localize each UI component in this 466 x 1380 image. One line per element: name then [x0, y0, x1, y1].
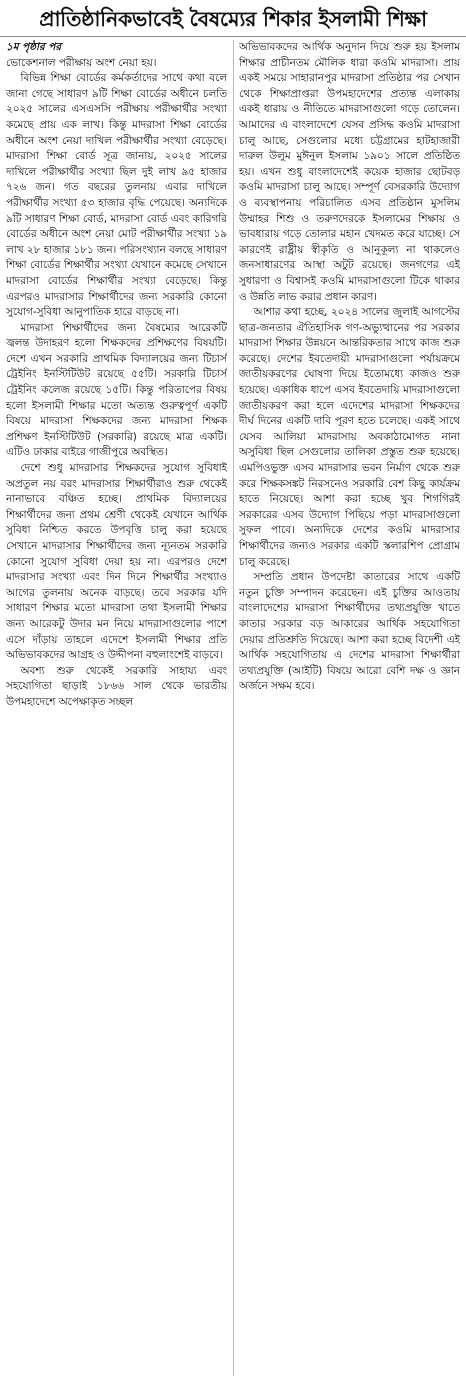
paragraph: আশার কথা হচ্ছে, ২০২৪ সালের জুলাই আগস্টের ছাত্র-জনতার ঐতিহাসিক গণ-অভ্যুত্থানের পর সরকার মাদরাসা শিক্ষার উন্নয়নে আন্তরিকতার সাথে কাজ শুরু করেছে। দেশের ইবতেদায়ী মাদরাসাগুলো পর্যায়ক্রমে জাতীয়করণের ঘোষণা দিয়ে ইতোমধ্যে কাজও শুরু হয়েছে। একাধিক ধাপে এসব ইবতেদায়ি মাদরাসাগুলো জাতীয়করণ করা হলে এদেশের মাদরাসা শিক্ষকদের দীর্ঘ দিনের একটি দাবি পূরণ হতে চলেছে। একই সাথে যেসব আলিয়া মাদরাসায় অবকাঠামোগত নানা অসুবিধা ছিল সেগুলোর তালিকা প্রস্তুত শুরু হয়েছে। এমপিওভুক্ত এসব মাদরাসার ভবন নির্মাণ থেকে শুরু করে শিক্ষকসঙ্কট নিরসনেও সরকারি বেশ কিছু কার্যক্রম হাতে নিয়েছে। আশা করা হচ্ছে খুব শিগগিরই সরকারের এসব উদ্যোগ পিছিয়ে পড়া মাদরাসাগুলো সুফল পাবে। অন্যদিকে দেশের কওমি মাদরাসার শিক্ষার্থীদের জন্যও সরকার একটি স্কলারশিপ প্রোগ্রাম চালু করেছে। [239, 306, 460, 568]
article-body [6, 40, 460, 1376]
paragraph: সম্প্রতি প্রধান উপদেষ্টা কাতারের সাথে একটি নতুন চুক্তি সম্পাদন করেছেন। এই চুক্তির আওতায় বাংলাদেশের মাদরাসা শিক্ষার্থীদের তথ্যপ্রযুক্তি খাতে কাতার সরকার বড় আকারের আর্থিক সহযোগিতা দেয়ার প্রতিশ্রুতি দিয়েছে। আশা করা হচ্ছে বিদেশী এই আর্থিক সহযোগিতায় এ দেশের মাদরাসা শিক্ষার্থীরা তথ্যপ্রযুক্তি (আইটি) বিষয়ে আরো বেশি দক্ষ ও জ্ঞান অর্জনে সক্ষম হবে। [239, 571, 460, 693]
paragraph: মাদরাসা শিক্ষার্থীদের জন্য বৈষম্যের আরেকটি জ্বলন্ত উদাহরণ হলো শিক্ষকদের প্রশিক্ষণের বিষয়টি। দেশে এখন সরকারি প্রাথমিক বিদ্যালয়ের জন্য টিচার্স ট্রেইনিং ইনস্টিটিউট রয়েছে ৫৫টি। সরকারি টিচার্স ট্রেইনিং কলেজ রয়েছে ১৫টি। কিন্তু পরিতাপের বিষয় হলো ইসলামী শিক্ষার মতো অত্যন্ত গুরুত্বপূর্ণ একটি বিষয়ে মাদরাসা শিক্ষকদের জন্য মাদরাসা শিক্ষক প্রশিক্ষণ ইনস্টিটিউট (সরকারি) রয়েছে মাত্র একটি। এটিও ঢাকার বাইরে গাজীপুরে অবস্থিত। [6, 321, 227, 459]
paragraph: বিভিন্ন শিক্ষা বোর্ডের কর্মকর্তাদের সাথে কথা বলে জানা গেছে সাধারণ ৯টি শিক্ষা বোর্ডের অধীনে চলতি ২০২৫ সালের এসএসসি পরীক্ষায় পরীক্ষার্থীর সংখ্যা কমেছে প্রায় এক লাখ। কিন্তু মাদরাসা শিক্ষা বোর্ডের অধীনে অংশ নেয়া দাখিল পরীক্ষার্থীর সংখ্যা বেড়েছে। মাদরাসা শিক্ষা বোর্ড সূত্র জানায়, ২০২৫ সালের দাখিলে পরীক্ষার্থীর সংখ্যা ছিল দুই লাখ ৯৫ হাজার ৭২৬ জন। গত বছরের তুলনায় এবার দাখিলে পরীক্ষার্থীর সংখ্যা ৫৩ হাজার বৃদ্ধি পেয়েছে। অন্যদিকে ৯টি সাধারণ শিক্ষা বোর্ড, মাদরাসা বোর্ড এবং কারিগরি বোর্ডের অধীনে অংশ নেয়া মোট পরীক্ষার্থীর সংখ্যা ১৯ লাখ ২৮ হাজার ১৮১ জন। পরিসংখ্যান বলছে সাধারণ শিক্ষা বোর্ডের শিক্ষার্থীর সংখ্যা যেখানে কমেছে সেখানে মাদরাসা বোর্ডের শিক্ষার্থীর সংখ্যা বেড়েছে। কিন্তু এরপরও মাদরাসার শিক্ষার্থীদের জন্য সরকারি কোনো সুযোগ-সুবিধা আনুপাতিক হারে বাড়ছে না। [6, 72, 227, 319]
right-column [239, 40, 460, 1376]
paragraph: ভোকেশনাল পরীক্ষায় অংশ নেয়া হয়। [6, 56, 157, 69]
left-column [6, 40, 227, 1376]
continued-from-label: ১ম পৃষ্ঠার পর [6, 41, 62, 53]
paragraph: অভিভাবকদের আর্থিক অনুদান দিয়ে শুরু হয় ইসলাম শিক্ষার প্রাচীনতম মৌলিক ধারা কওমি মাদরাসা। প্রায় একই সময়ে সাহারানপুর মাদরাসা প্রতিষ্ঠার পর সেখান থেকে শিক্ষাপ্রাপ্তরা উপমহাদেশের প্রত্যন্ত এলাকায় একই ধারায় ও নীতিতে মাদরাসাগুলো গড়ে তোলেন। আমাদের এ বাংলাদেশে যেসব প্রসিদ্ধ কওমি মাদরাসা চালু আছে, সেগুলোর মধ্যে চট্টগ্রামের হাটহাজারী দারুল উলুম মুঈনুল ইসলাম ১৯০১ সালে প্রতিষ্ঠিত হয়। এখন শুধু বাংলাদেশেই কয়েক হাজার ছোটবড় কওমি মাদরাসা চালু আছে। সম্পূর্ণ বেসরকারি উদ্যোগ ও ব্যবস্থাপনায় পরিচালিত এসব প্রতিষ্ঠান মুসলিম উম্মাহর শিশু ও তরুণদেরকে ইসলামের শিক্ষায় ও ভাবধারায় গড়ে তোলার মহান খেদমত করে যাচ্ছে। সে কারণেই রাষ্ট্রীয় স্বীকৃতি ও আনুকূল্য না থাকলেও জনসাধারণের আস্থা অটুট রয়েছে। জনগণের এই সুধারণা ও বিশ্বাসই কওমি মাদরাসাগুলো টিকে থাকার ও উন্নতি লাভ করার প্রধান কারণ। [239, 41, 460, 303]
paragraph: দেশে শুধু মাদরাসার শিক্ষকদের সুযোগ সুবিধাই অপ্রতুল নয় বরং মাদরাসার শিক্ষার্থীরাও শুরু থেকেই নানাভাবে বঞ্চিত হচ্ছে। প্রাথমিক বিদ্যালয়ের শিক্ষার্থীদের জন্য প্রথম শ্রেণী থেকেই যেখানে আর্থিক সুবিধা নিশ্চিত করতে উপবৃত্তি চালু করা হয়েছে সেখানে মাদরাসার শিক্ষার্থীদের জন্য ন্যূনতম সরকারি কোনো সুযোগ সুবিধা দেয়া হয় না। এরপরও দেশে মাদরাসার সংখ্যা এবং দিন দিনে শিক্ষার্থীর সংখ্যাও আগের তুলনায় অনেক বাড়ছে। তবে সরকার যদি সাধারণ শিক্ষার মতো মাদরাসা তথা ইসলামী শিক্ষার জন্য আরেকটু উদার মন নিয়ে মাদরাসাগুলোর পাশে এসে দাঁড়ায় তাহলে এদেশে ইসলামী শিক্ষার প্রতি অভিভাবকদের আগ্রহ ও উদ্দীপনা বহুলাংশেই বাড়বে। [6, 462, 227, 662]
article-headline: প্রাতিষ্ঠানিকভাবেই বৈষম্যের শিকার ইসলামী শিক্ষা [0, 0, 466, 37]
paragraph: অবশ্য শুরু থেকেই সরকারি সাহায্য এবং সহযোগিতা ছাড়াই ১৮৬৬ সাল থেকে ভারতীয় উপমহাদেশে অপেক্ষাকৃত সচ্ছল [6, 664, 227, 708]
column-divider [233, 40, 234, 1376]
